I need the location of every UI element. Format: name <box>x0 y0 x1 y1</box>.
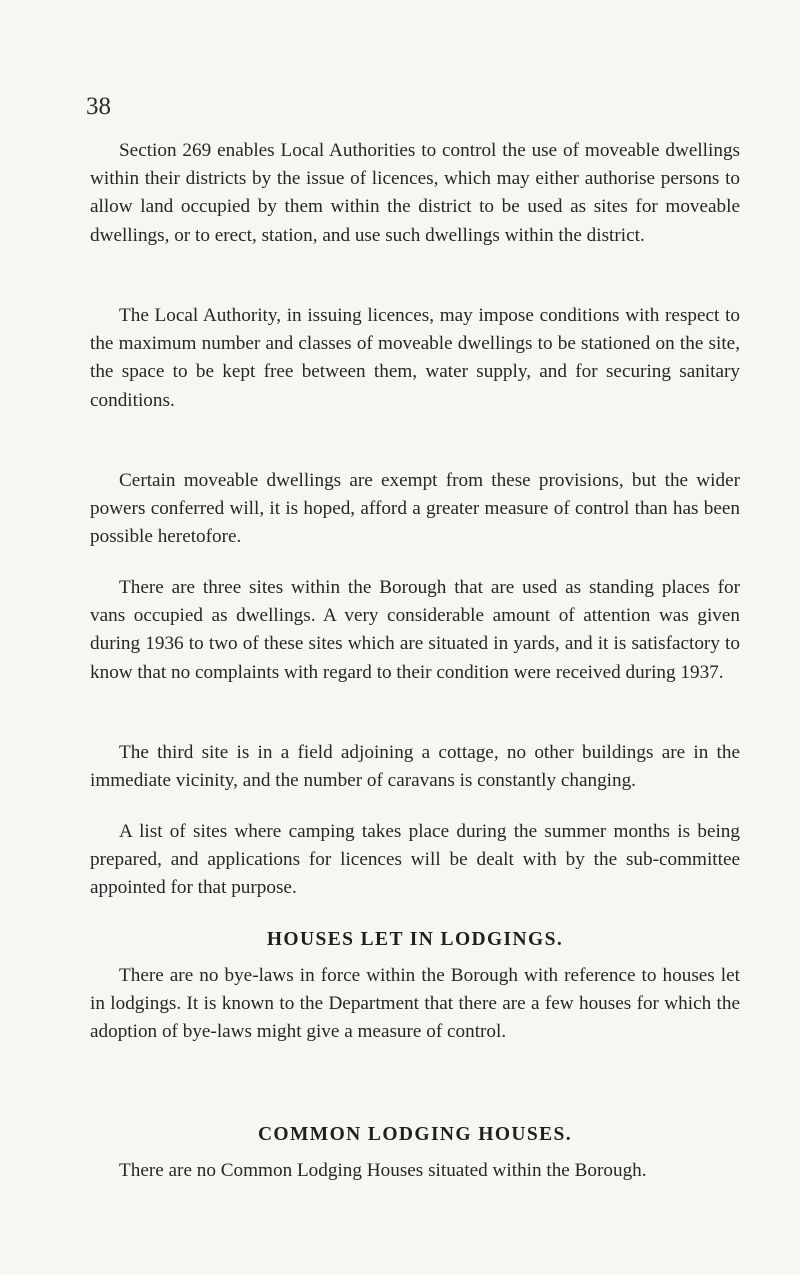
heading-houses-let-in-lodgings: HOUSES LET IN LODGINGS. <box>266 929 564 950</box>
paragraph-camping-sites: A list of sites where camping takes place during the summer months is being prepared, and applications for licences will be dealt with by the sub-committee appointed for that purpose. <box>90 821 740 899</box>
paragraph-exempt-dwellings: Certain moveable dwellings are exempt from these provisions, but the wider powers conferred will, it is hoped, afford a greater measure of control than has been possible heretofore. <box>90 470 740 548</box>
paragraph-three-sites: There are three sites within the Borough that are used as standing places for vans occupied as dwellings. A very considerable amount of attention was given during 1936 to two of these sites which are situated in yards, and it is satisfactory to know that no complaints with regard to their condition were received during 1937. <box>90 577 740 683</box>
heading-common-lodging-houses: COMMON LODGING HOUSES. <box>257 1124 573 1145</box>
paragraph-section-269: Section 269 enables Local Authorities to control the use of moveable dwellings within their districts by the issue of licences, which may either authorise persons to allow land occupied by them within the district to be used as sites for moveable dwellings, or to erect, station, and use such dwellings within the district. <box>90 140 740 246</box>
paragraph-common-lodging-houses: There are no Common Lodging Houses situated within the Borough. <box>119 1160 647 1181</box>
paragraph-third-site: The third site is in a field adjoining a cottage, no other buildings are in the immediate vicinity, and the number of caravans is constantly changing. <box>90 742 740 792</box>
page-number: 38 <box>86 93 111 120</box>
paragraph-houses-let-in-lodgings: There are no bye-laws in force within the Borough with reference to houses let in lodgings. It is known to the Department that there are a few houses for which the adoption of bye-laws might give a measure of control. <box>90 965 740 1043</box>
paragraph-licence-conditions: The Local Authority, in issuing licences, may impose conditions with respect to the maximum number and classes of moveable dwellings to be stationed on the site, the space to be kept free between them, water supply, and for securing sanitary conditions. <box>90 305 740 411</box>
